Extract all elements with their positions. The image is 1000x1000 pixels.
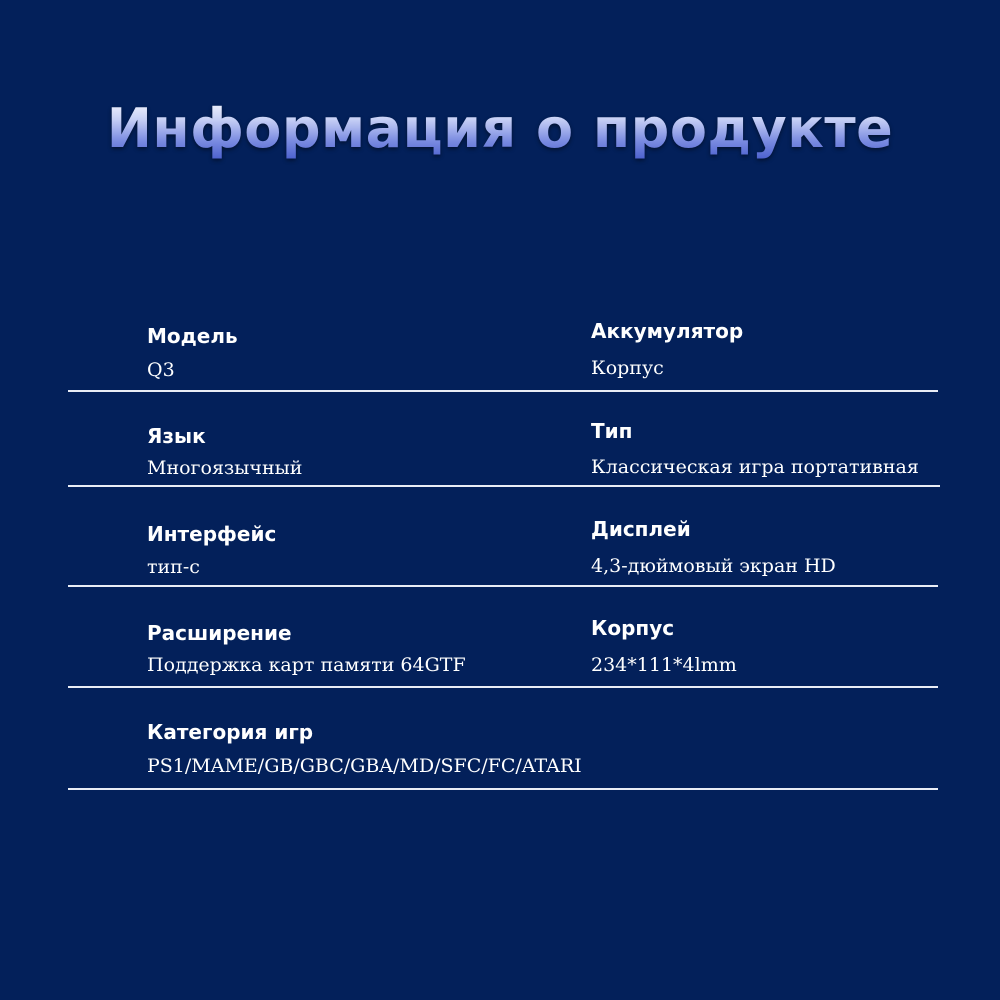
battery-value: Корпус xyxy=(591,357,664,379)
row-divider xyxy=(68,485,940,487)
game-category-value: PS1/MAME/GB/GBC/GBA/MD/SFC/FC/ATARI xyxy=(147,755,582,777)
page-title: Информация о продукте xyxy=(0,97,1000,160)
display-label: Дисплей xyxy=(591,517,691,541)
model-label: Модель xyxy=(147,324,238,348)
type-value: Классическая игра портативная xyxy=(591,456,919,478)
interface-value: тип-с xyxy=(147,556,200,578)
body-label: Корпус xyxy=(591,616,675,640)
battery-label: Аккумулятор xyxy=(591,319,744,343)
expansion-value: Поддержка карт памяти 64GTF xyxy=(147,654,466,676)
interface-label: Интерфейс xyxy=(147,522,277,546)
expansion-label: Расширение xyxy=(147,621,292,645)
display-value: 4,3-дюймовый экран HD xyxy=(591,555,836,577)
type-label: Тип xyxy=(591,419,633,443)
game-category-label: Категория игр xyxy=(147,720,314,744)
row-divider xyxy=(68,686,938,688)
row-divider xyxy=(68,585,938,587)
body-value: 234*111*4lmm xyxy=(591,654,737,676)
language-value: Многоязычный xyxy=(147,457,303,479)
row-divider xyxy=(68,390,938,392)
language-label: Язык xyxy=(147,424,206,448)
model-value: Q3 xyxy=(147,359,175,381)
row-divider xyxy=(68,788,938,790)
